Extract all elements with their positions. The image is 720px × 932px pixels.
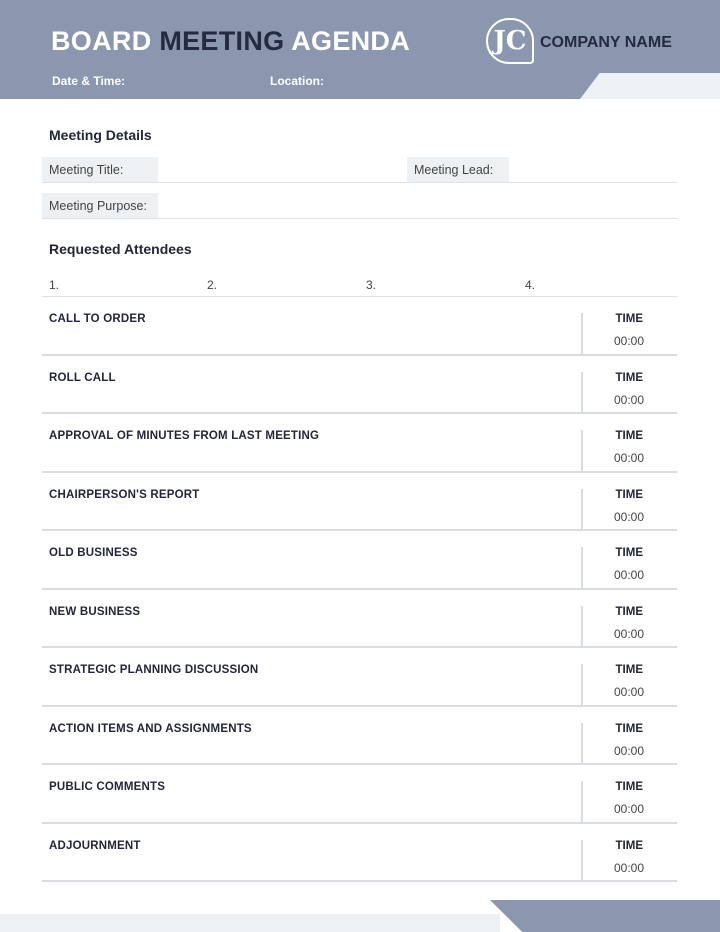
column-divider [581, 664, 583, 706]
column-divider [581, 547, 583, 589]
time-label: TIME [615, 488, 643, 501]
date-time-label: Date & Time: [52, 74, 126, 88]
column-divider [581, 606, 583, 648]
time-label: TIME [615, 605, 643, 618]
time-label: TIME [615, 839, 643, 852]
time-label: TIME [615, 722, 643, 735]
header-banner [0, 0, 720, 99]
column-divider [581, 313, 583, 355]
time-value[interactable]: 00:00 [613, 626, 644, 641]
time-value[interactable]: 00:00 [613, 334, 644, 348]
column-divider [581, 781, 583, 823]
page-title [51, 26, 410, 57]
company-name: COMPANY NAME [540, 34, 672, 51]
attendee-slot[interactable]: 2. [207, 278, 218, 292]
time-value[interactable]: 00:00 [613, 392, 644, 407]
attendee-slot[interactable]: 3. [366, 278, 377, 292]
time-value[interactable]: 00:00 [613, 451, 644, 465]
divider [42, 182, 677, 183]
time-label: TIME [615, 313, 643, 325]
attendee-slot[interactable]: 4. [525, 278, 536, 292]
time-label: TIME [615, 781, 643, 793]
agenda-item-label: OLD BUSINESS [49, 547, 138, 559]
time-value[interactable]: 00:00 [613, 802, 644, 816]
agenda-item-label: CHAIRPERSON'S REPORT [49, 488, 200, 501]
footer-corner-decoration [490, 900, 720, 932]
meeting-lead-field[interactable]: Meeting Lead: [407, 157, 509, 183]
title-part: BOARD [51, 26, 160, 56]
column-divider [581, 430, 583, 472]
header-corner-decoration [580, 73, 720, 99]
column-divider [581, 372, 583, 414]
agenda-item-label: STRATEGIC PLANNING DISCUSSION [49, 664, 259, 676]
company-logo-icon: JC [486, 18, 534, 64]
agenda-item [42, 590, 677, 649]
attendees-heading: Requested Attendees [49, 241, 192, 257]
agenda-item [42, 531, 677, 590]
agenda-item [42, 824, 677, 883]
agenda-item [42, 473, 677, 532]
title-part: MEETING [159, 26, 285, 56]
time-value[interactable]: 00:00 [613, 685, 644, 699]
meeting-details-heading: Meeting Details [49, 127, 152, 143]
agenda-item [42, 765, 677, 824]
time-value[interactable]: 00:00 [613, 743, 644, 758]
agenda-item-label: APPROVAL OF MINUTES FROM LAST MEETING [49, 430, 320, 442]
time-value[interactable]: 00:00 [613, 568, 644, 582]
time-label: TIME [615, 430, 643, 442]
time-value[interactable]: 00:00 [613, 860, 644, 875]
agenda-item [42, 648, 677, 707]
time-value[interactable]: 00:00 [613, 509, 644, 524]
agenda-item [42, 414, 677, 473]
column-divider [581, 723, 583, 765]
footer-band [0, 914, 500, 932]
agenda-item [42, 297, 677, 356]
agenda-item-label: CALL TO ORDER [49, 313, 146, 325]
time-label: TIME [615, 664, 643, 676]
time-label: TIME [615, 371, 643, 384]
location-label: Location: [270, 74, 324, 88]
attendee-slot[interactable]: 1. [49, 278, 60, 292]
divider [42, 218, 677, 219]
agenda-item [42, 356, 677, 415]
column-divider [581, 840, 583, 882]
meeting-title-field[interactable]: Meeting Title: [42, 157, 158, 183]
agenda-item-label: ADJOURNMENT [49, 839, 141, 852]
time-label: TIME [615, 547, 643, 559]
agenda-item-label: ACTION ITEMS AND ASSIGNMENTS [49, 722, 252, 735]
agenda-item-label: ROLL CALL [49, 371, 116, 384]
agenda-item [42, 707, 677, 766]
title-part: AGENDA [284, 26, 411, 56]
column-divider [581, 489, 583, 531]
agenda-item-label: NEW BUSINESS [49, 605, 141, 618]
agenda-item-label: PUBLIC COMMENTS [49, 781, 166, 793]
meeting-purpose-field[interactable]: Meeting Purpose: [42, 193, 158, 219]
